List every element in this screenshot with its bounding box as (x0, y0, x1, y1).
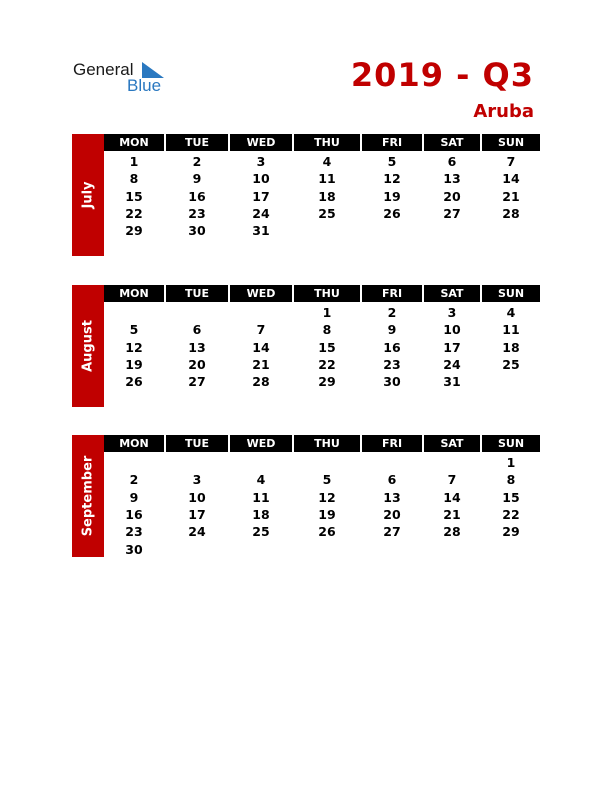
weekday-header-tue: TUE (166, 285, 228, 302)
day-cell: 21 (502, 188, 520, 204)
day-cell: 9 (129, 489, 139, 505)
day-cell: 4 (256, 472, 266, 488)
day-cell: 11 (318, 171, 336, 187)
day-cell: 27 (383, 524, 401, 540)
weekday-header-row (104, 285, 540, 302)
month-label: July (80, 181, 96, 209)
day-cell: 7 (447, 472, 457, 488)
weekday-header-wed: WED (230, 435, 292, 452)
page-title: 2019 - Q3 (350, 56, 534, 94)
day-cell: 7 (506, 154, 516, 169)
weekday-header-row (104, 435, 540, 452)
day-cell: 26 (383, 205, 401, 221)
day-cell: 12 (318, 489, 336, 505)
weekday-header-mon: MON (104, 435, 164, 452)
day-cell: 6 (192, 322, 202, 338)
day-cell: 13 (383, 489, 401, 505)
day-cell: 2 (129, 472, 139, 488)
day-cell: 10 (188, 489, 206, 505)
day-cell: 8 (129, 171, 139, 187)
day-cell: 21 (443, 506, 461, 522)
day-cell: 29 (502, 524, 520, 540)
day-cell: 22 (318, 356, 336, 372)
weekday-header-row (104, 134, 540, 151)
day-cell: 14 (443, 489, 461, 505)
weekday-header-sun: SUN (482, 285, 540, 302)
weekday-header-sun: SUN (482, 435, 540, 452)
month-label: September (80, 455, 96, 537)
day-cell: 19 (318, 506, 336, 522)
day-cell: 12 (125, 339, 143, 355)
day-cell: 6 (387, 472, 397, 488)
day-cell: 20 (188, 356, 206, 372)
day-cell: 1 (322, 305, 332, 320)
logo-general-text: General (73, 60, 134, 79)
weekday-header-wed: WED (230, 134, 292, 151)
weekday-header-fri: FRI (362, 285, 422, 302)
day-cell: 27 (188, 374, 206, 390)
day-cell: 31 (252, 223, 270, 239)
day-cell: 18 (252, 506, 270, 522)
weekday-header-thu: THU (294, 435, 360, 452)
day-cell: 18 (318, 188, 336, 204)
day-cell: 12 (383, 171, 401, 187)
weekday-header-mon: MON (104, 134, 164, 151)
weekday-header-fri: FRI (362, 134, 422, 151)
day-cell: 19 (383, 188, 401, 204)
day-cell: 8 (322, 322, 332, 338)
month-block-august (72, 285, 540, 407)
day-cell: 13 (188, 339, 206, 355)
day-cell: 29 (318, 374, 336, 390)
day-cell: 4 (506, 305, 516, 320)
day-cell: 17 (188, 506, 206, 522)
month-bar (72, 435, 104, 557)
day-cell: 1 (506, 455, 516, 470)
month-block-september (72, 435, 540, 557)
day-cell: 20 (383, 506, 401, 522)
day-cell: 3 (447, 305, 457, 320)
day-cell: 25 (318, 205, 336, 221)
weekday-header-thu: THU (294, 134, 360, 151)
day-cell: 3 (192, 472, 202, 488)
country-name: Aruba (473, 101, 534, 122)
day-cell: 28 (443, 524, 461, 540)
day-cell: 26 (318, 524, 336, 540)
day-cell: 24 (443, 356, 461, 372)
month-block-july (72, 134, 540, 256)
day-cell: 23 (125, 524, 143, 540)
weekday-header-tue: TUE (166, 134, 228, 151)
day-cell: 16 (383, 339, 401, 355)
day-cell: 16 (125, 506, 143, 522)
day-cell: 15 (125, 188, 143, 204)
day-cell: 30 (188, 223, 206, 239)
day-cell: 11 (502, 322, 520, 338)
day-cell: 6 (447, 154, 457, 169)
weekday-header-sun: SUN (482, 134, 540, 151)
day-cell: 20 (443, 188, 461, 204)
day-cell: 3 (256, 154, 266, 169)
day-cell: 14 (502, 171, 520, 187)
day-cell: 9 (387, 322, 397, 338)
weekday-header-sat: SAT (424, 285, 480, 302)
day-cell: 30 (383, 374, 401, 390)
day-cell: 27 (443, 205, 461, 221)
day-cell: 15 (502, 489, 520, 505)
day-cell: 13 (443, 171, 461, 187)
day-cell: 18 (502, 339, 520, 355)
day-cell: 25 (502, 356, 520, 372)
logo-blue-text: Blue (127, 76, 162, 95)
weekday-header-thu: THU (294, 285, 360, 302)
weekday-header-fri: FRI (362, 435, 422, 452)
day-cell: 2 (387, 305, 397, 320)
day-cell: 23 (383, 356, 401, 372)
day-cell: 25 (252, 524, 270, 540)
month-label: August (80, 320, 96, 372)
day-cell: 17 (252, 188, 270, 204)
weekday-header-mon: MON (104, 285, 164, 302)
day-cell: 4 (322, 154, 332, 169)
day-cell: 11 (252, 489, 270, 505)
day-cell: 2 (192, 154, 202, 169)
day-cell: 5 (322, 472, 332, 488)
day-cell: 9 (192, 171, 202, 187)
day-cell: 5 (387, 154, 397, 169)
month-bar (72, 285, 104, 407)
day-cell: 10 (443, 322, 461, 338)
day-cell: 21 (252, 356, 270, 372)
day-cell: 16 (188, 188, 206, 204)
day-cell: 24 (252, 205, 270, 221)
day-cell: 24 (188, 524, 206, 540)
brand-logo (73, 60, 173, 96)
day-cell: 31 (443, 374, 461, 390)
day-cell: 28 (502, 205, 520, 221)
weekday-header-sat: SAT (424, 435, 480, 452)
day-cell: 8 (506, 472, 516, 488)
day-cell: 22 (502, 506, 520, 522)
day-cell: 5 (129, 322, 139, 338)
day-cell: 1 (129, 154, 139, 169)
day-cell: 15 (318, 339, 336, 355)
day-cell: 7 (256, 322, 266, 338)
day-cell: 22 (125, 205, 143, 221)
day-cell: 28 (252, 374, 270, 390)
weekday-header-sat: SAT (424, 134, 480, 151)
day-cell: 10 (252, 171, 270, 187)
weekday-header-tue: TUE (166, 435, 228, 452)
month-bar (72, 134, 104, 256)
weekday-header-wed: WED (230, 285, 292, 302)
day-cell: 23 (188, 205, 206, 221)
day-cell: 30 (125, 541, 143, 557)
day-cell: 29 (125, 223, 143, 239)
day-cell: 14 (252, 339, 270, 355)
day-cell: 19 (125, 356, 143, 372)
day-cell: 17 (443, 339, 461, 355)
day-cell: 26 (125, 374, 143, 390)
